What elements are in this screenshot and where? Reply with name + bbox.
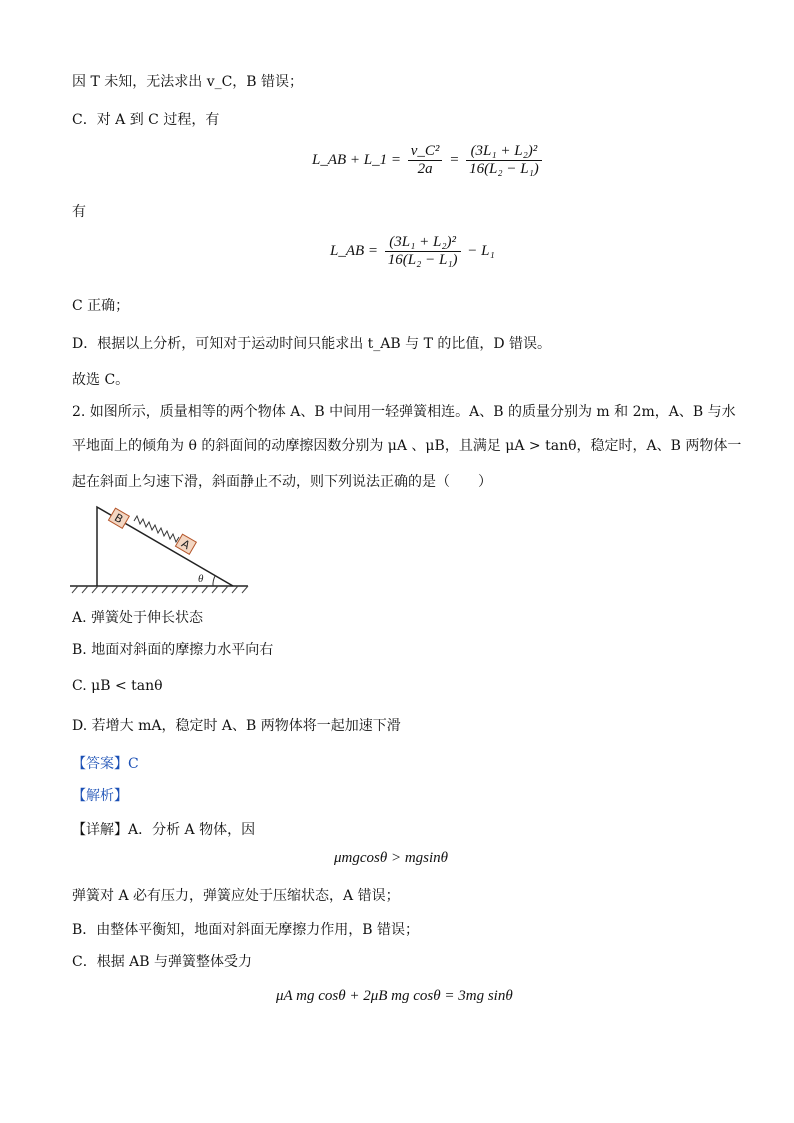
svg-text:A: A — [179, 537, 193, 553]
text-line: C 正确； — [72, 298, 130, 314]
eq1-frac1: $\frac{\text{v\_C²}}{2a}$ — [408, 143, 443, 178]
text-line: 因 T 未知，无法求出 v_C，B 错误； — [72, 74, 304, 90]
text-line: C．对 A 到 C 过程，有 — [72, 112, 220, 128]
eq1-lhs: L_AB + L_1 = — [312, 151, 402, 168]
question-line: 平地面上的倾角为 θ 的斜面间的动摩擦因数分别为 μA 、μB，且满足 μA > tanθ，稳定时，A、B 两物体一 — [72, 438, 742, 454]
question-line: 起在斜面上匀速下滑，斜面静止不动，则下列说法正确的是（ ） — [72, 474, 492, 490]
equation-1: L_AB + L_1 = $\frac{\text{v\_C²}}{2a}$ = $\frac{\text{(3L₁ + L₂)²}}{\text{16(L₂ − L₁)}}$ — [312, 143, 545, 178]
option-a: A. 弹簧处于伸长状态 — [72, 610, 204, 626]
option-b: B. 地面对斜面的摩擦力水平向右 — [72, 642, 274, 658]
eq1-frac2: $\frac{\text{(3L₁ + L₂)²}}{\text{16(L₂ − L₁)}}$ — [466, 143, 542, 178]
incline-diagram — [70, 502, 260, 594]
text-line: 有 — [72, 204, 86, 220]
equation-3: μmgcosθ > mgsinθ — [334, 850, 449, 866]
text-line: 故选 C。 — [72, 372, 130, 388]
option-c: C. μB < tanθ — [72, 678, 163, 694]
theta-label: θ — [198, 573, 204, 585]
eq2-frac: $\frac{\text{(3L₁ + L₂)²}}{\text{16(L₂ − L₁)}}$ — [385, 234, 461, 269]
detail-line: 【详解】A．分析 A 物体，因 — [72, 822, 256, 838]
spring — [134, 516, 179, 542]
answer-tag: 【答案】C — [72, 756, 139, 772]
text-line: B．由整体平衡知，地面对斜面无摩擦力作用，B 错误； — [72, 922, 420, 938]
analysis-tag: 【解析】 — [72, 788, 128, 804]
block-b — [108, 508, 129, 528]
equation-4: μA mg cosθ + 2μB mg cosθ = 3mg sinθ — [276, 988, 513, 1004]
text-line: D．根据以上分析，可知对于运动时间只能求出 t_AB 与 T 的比值，D 错误。 — [72, 336, 552, 352]
text-line: C．根据 AB 与弹簧整体受力 — [72, 954, 253, 970]
equation-2: L_AB = $\frac{\text{(3L₁ + L₂)²}}{\text{16(L₂ − L₁)}}$ − L₁ — [330, 234, 495, 268]
question-line: 2. 如图所示，质量相等的两个物体 A、B 中间用一轻弹簧相连。A、B 的质量分别为 m 和 2m，A、B 与水 — [72, 404, 736, 420]
text-line: 弹簧对 A 必有压力，弹簧应处于压缩状态，A 错误； — [72, 888, 400, 904]
svg-text:B: B — [112, 511, 126, 527]
option-d: D. 若增大 mA，稳定时 A、B 两物体将一起加速下滑 — [72, 718, 401, 734]
